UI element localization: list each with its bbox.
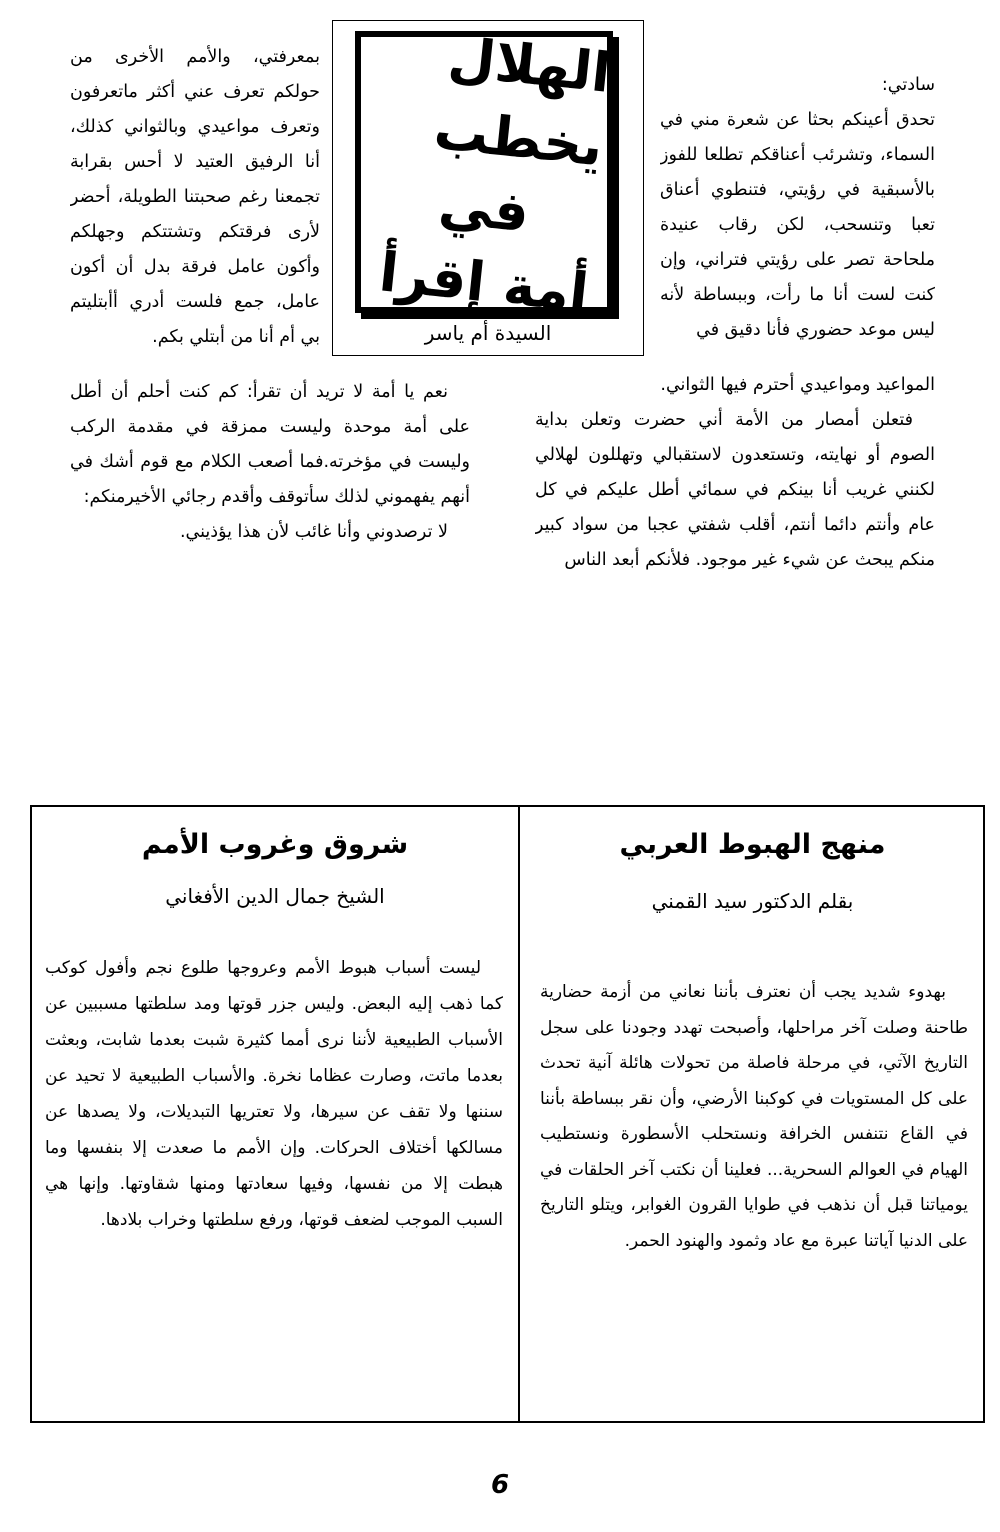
article-title: شروق وغروب الأمم — [141, 829, 409, 860]
salutation: سادتي: — [881, 75, 935, 95]
top-right-column-cont — [535, 368, 935, 773]
paragraph: المواعيد ومواعيدي أحترم فيها الثواني. — [660, 375, 935, 395]
top-left-column-cont — [70, 375, 470, 745]
paragraph: فتعلن أمصار من الأمة أني حضرت وتعلن بداية الصوم أو نهايته، وتستعدون لاستقبالي وتهللون لهلالي لكنني غريب أنا بينكم في سمائي أطل عليكم في كل عام وأنتم دائما أنتم، أقلب شفتي عجبا من سواد كبير منكم يبحث عن شيء غير موجود. فلأنكم أبعد الناس — [535, 410, 935, 570]
top-left-column — [70, 40, 320, 380]
paragraph: بهدوء شديد يجب أن نعترف بأننا نعاني من أزمة حضارية طاحنة وصلت آخر مراحلها، وأصبحت تهدد وجودنا على سجل التاريخ الآتي، في مرحلة فاصلة من تحولات هائلة آنية تحدث على كل المستويات في كوكبنا الأرضي، وأن نقر ببساطة بأننا في القاع نتنفس الخرافة ونستحلب الأسطورة ونستطيب الهيام في العوالم السحرية... فعلينا أن نكتب آخر الحلقات في يومياتنا قبل أن نذهب في طوايا القرون الغوابر، ويتلو التاريخ على الدنيا آياتنا عبرة مع عاد وثمود والهنود الحمر. — [540, 982, 968, 1251]
article-author: السيدة أم ياسر — [424, 321, 552, 345]
title-box — [332, 20, 644, 356]
title-line-2: في — [436, 172, 533, 245]
article-author: الشيخ جمال الدين الأفغاني — [165, 884, 385, 908]
paragraph: ليست أسباب هبوط الأمم وعروجها طلوع نجم وأفول كوكب كما ذهب إليه البعض. وليس جزر قوتها ومد سلطتها مسببين عن الأسباب الطبيعية لأننا نرى أمما كثيرة شبت بعدما شابت، وبعثت بعدما ماتت، وصارت عظاما نخرة. والأسباب الطبيعية لا تحيد عن سننها ولا تقف عن سيرها، ولا تعتريها التبديلات، ولا يصدها عن مسالكها أختلاف الحركات. وإن الأمم ما صعدت إلا بنفسها وما هبطت إلا من نفسها، وفيها سعادتها ومنها شقاوتها. وإنها هي السبب الموجب لضعف قوتها، ورفع سلطتها وخراب بلادها. — [45, 958, 503, 1230]
paragraph: بمعرفتي، والأمم الأخرى من حولكم تعرف عني أكثر ماتعرفون وتعرف مواعيدي وبالثواني كذلك، أنا الرفيق العتيد لا أحس بقرابة تجمعنا رغم صحبتنا الطويلة، أحضر لأرى فرقتكم وتشتتكم وجهلكم وأكون عامل فرقة بدل أن أكون عامل، جمع فلست أدري أأبتليتم بي أم أنا من أبتلي بكم. — [70, 47, 320, 347]
article-title: منهج الهبوط العربي — [619, 829, 886, 860]
paragraph: تحدق أعينكم بحثا عن شعرة مني في السماء، وتشرئب أعناقكم تطلعا للفوز بالأسبقية في رؤيتي، فتنطوي أعناق تعبا وتنسحب، لكن رقاب عنيدة ملحاحة تصر على رؤيتي فتراني، وإن كنت لست أنا ما رأت، وببساطة لأنه ليس موعد حضوري فأنا دقيق في — [660, 110, 935, 340]
paragraph: لا ترصدوني وأنا غائب لأن هذا يؤذيني. — [179, 522, 448, 542]
paragraph: نعم يا أمة لا تريد أن تقرأ: كم كنت أحلم أن أطل على أمة موحدة وليست ممزقة في مقدمة الركب وليست في مؤخرته.فما أصعب الكلام مع قوم أشك في أنهم يفهموني لذلك سأتوقف وأقدم رجائي الأخيرمنكم: — [70, 382, 470, 507]
top-right-column — [660, 68, 935, 368]
article-author: بقلم الدكتور سيد القمني — [651, 889, 854, 913]
page-number: 6 — [490, 1470, 510, 1500]
title-frame — [355, 25, 614, 325]
title-line-3: أمة إقرأ — [376, 240, 592, 325]
bottom-right-article-body — [540, 975, 968, 1395]
title-line-1: الهلال يخطب — [431, 25, 614, 179]
bottom-left-article-body — [45, 950, 503, 1370]
